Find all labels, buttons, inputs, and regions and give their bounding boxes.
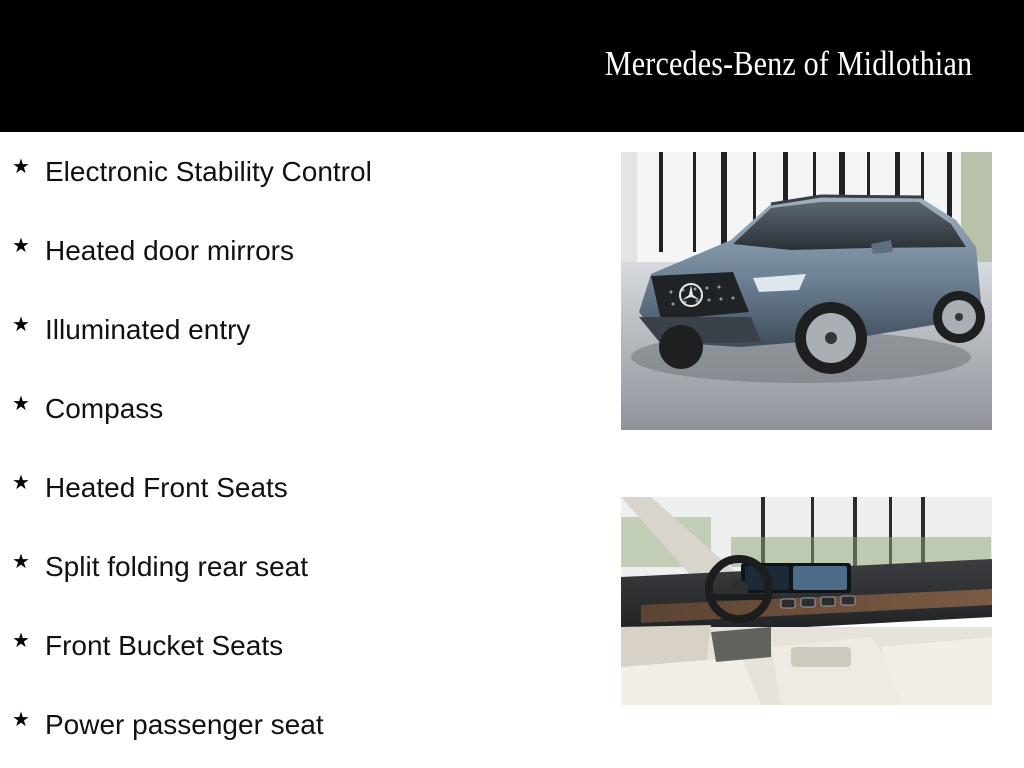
- feature-label: Compass: [45, 393, 164, 424]
- vehicle-exterior-photo: [621, 152, 992, 430]
- header-bar: [0, 0, 1024, 132]
- star-icon: ★: [12, 551, 30, 573]
- star-icon: ★: [12, 235, 30, 257]
- star-icon: ★: [12, 472, 30, 494]
- feature-label: Heated Front Seats: [45, 472, 288, 503]
- vehicle-interior-photo: [621, 497, 992, 705]
- star-icon: ★: [12, 393, 30, 415]
- star-icon: ★: [12, 709, 30, 731]
- star-icon: ★: [12, 156, 30, 178]
- star-icon: ★: [12, 630, 30, 652]
- feature-label: Illuminated entry: [45, 314, 251, 345]
- feature-label: Electronic Stability Control: [45, 156, 372, 187]
- feature-label: Split folding rear seat: [45, 551, 309, 582]
- dealer-name: Mercedes-Benz of Midlothian: [604, 44, 972, 83]
- feature-label: Heated door mirrors: [45, 235, 294, 266]
- feature-label: Power passenger seat: [45, 709, 324, 740]
- star-icon: ★: [12, 314, 30, 336]
- feature-label: Front Bucket Seats: [45, 630, 284, 661]
